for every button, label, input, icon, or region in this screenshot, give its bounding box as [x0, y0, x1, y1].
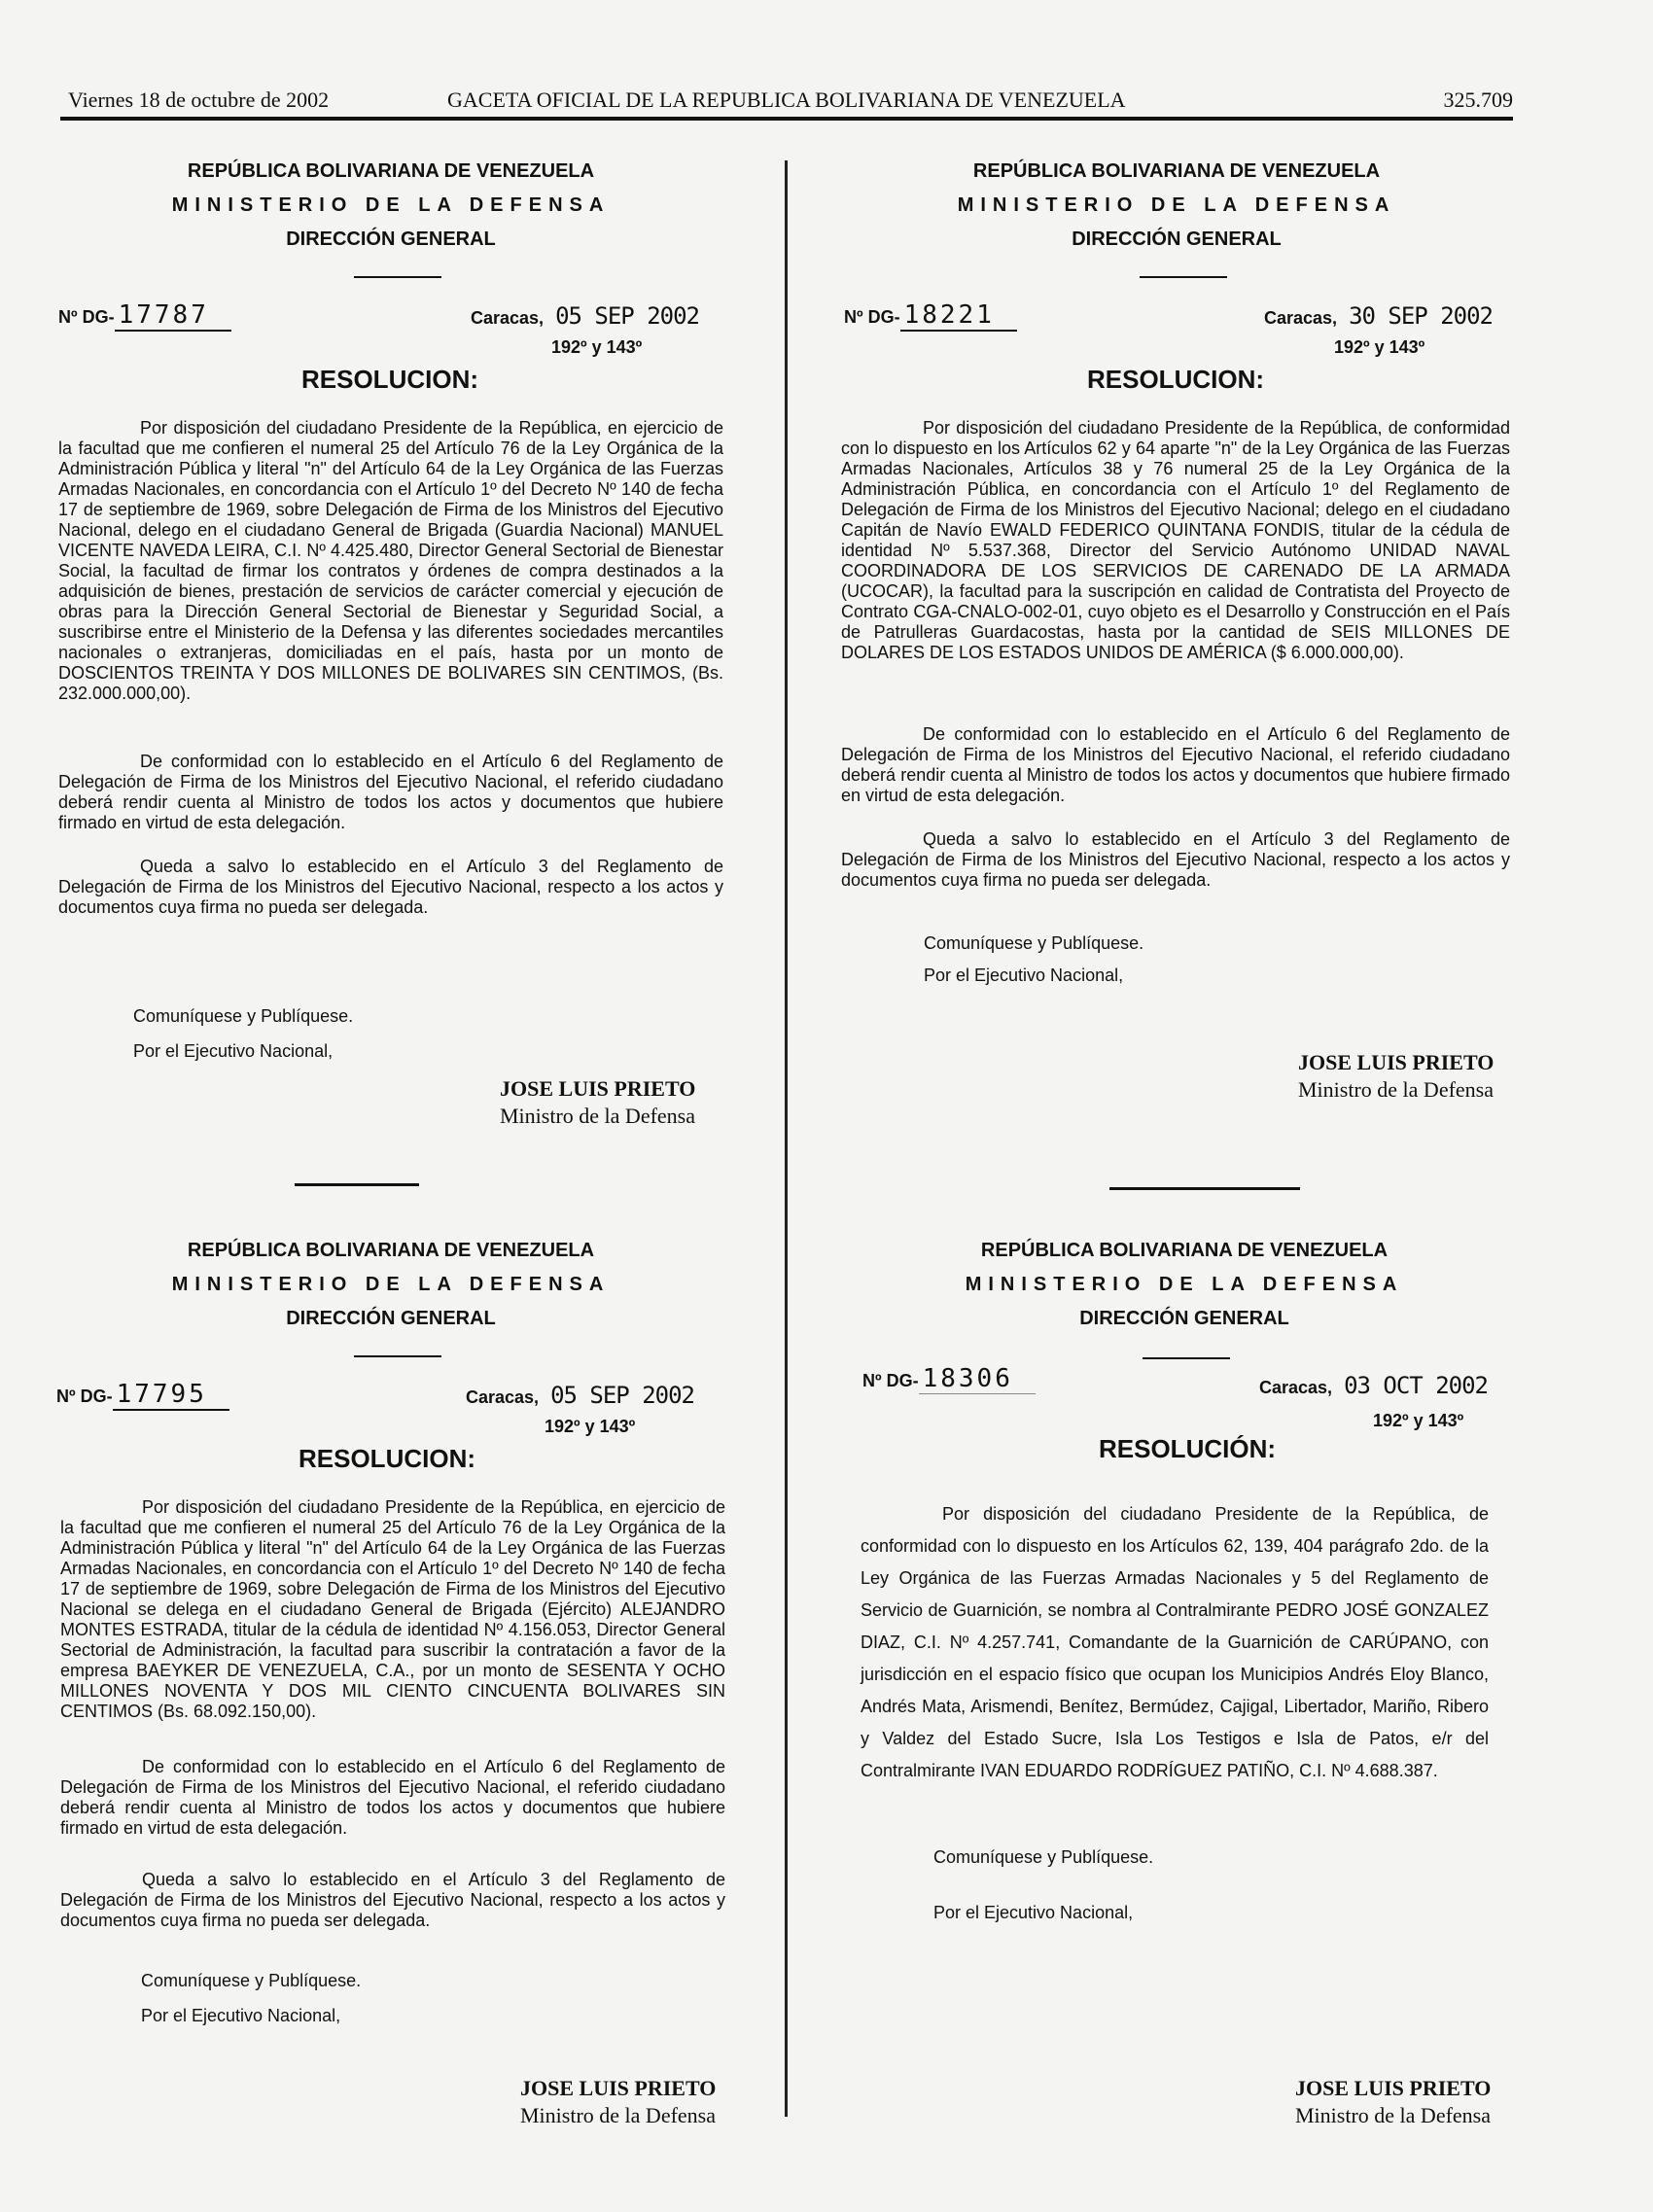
closing-line-2: Por el Ejecutivo Nacional,	[141, 2006, 341, 2025]
resolution-18221	[841, 160, 1512, 1133]
resolution-body-2: De conformidad con lo establecido en el Artículo 6 del Reglamento de Delegación de Firma de los Ministros del Ejecutivo Nacional, el referido ciudadano deberá rendir cuenta al Ministro de todos los actos y documentos que hubiere firmado en virtud de esta delegación.	[60, 1757, 725, 1838]
resolution-number	[56, 1380, 229, 1411]
republic-heading: REPÚBLICA BOLIVARIANA DE VENEZUELA	[972, 160, 1381, 182]
signer-title: Ministro de la Defensa	[1295, 2103, 1491, 2127]
signer-name: JOSE LUIS PRIETO	[520, 2076, 717, 2100]
signer-title: Ministro de la Defensa	[520, 2103, 716, 2127]
resolution-body-1: Por disposición del ciudadano Presidente de la República, en ejercicio de la facultad que me confieren el numeral 25 del Artículo 76 de la Ley Orgánica de la Administración Pública y literal "n" del Artículo 64 de la Ley Orgánica de las Fuerzas Armadas Nacionales, en concordancia con el Artículo 1º del Decreto Nº 140 de fecha 17 de septiembre de 1969, sobre Delegación de Firma de los Ministros del Ejecutivo Nacional se delega en el ciudadano General de Brigada (Ejército) ALEJANDRO MONTES ESTRADA, titular de la cédula de identidad Nº 4.156.053, Director General Sectorial de Administración, la facultad para suscribir la contratación a favor de la empresa BAEYKER DE VENEZUELA, C.A., por un monto de SESENTA Y OCHO MILLONES NOVENTA Y DOS MIL CIENTO CINCUENTA BOLIVARES SIN CENTIMOS (Bs. 68.092.150,00).	[60, 1497, 725, 1721]
ministry-heading: MINISTERIO DE LA DEFENSA	[171, 194, 611, 216]
gazette-header	[60, 88, 1513, 121]
place-label: Caracas,	[1264, 308, 1338, 328]
signer-title: Ministro de la Defensa	[500, 1104, 695, 1128]
number-label: Nº DG-	[56, 1387, 113, 1406]
number-label: Nº DG-	[862, 1371, 919, 1390]
resolution-title: RESOLUCIÓN:	[1099, 1434, 1276, 1463]
date-stamp: 05 SEP 2002	[555, 302, 700, 330]
place-date	[471, 302, 699, 330]
heading-rule	[354, 276, 441, 278]
closing-line-1: Comuníquese y Publíquese.	[924, 933, 1144, 953]
resolution-17787	[55, 160, 726, 1133]
section-separator-left	[295, 1183, 419, 1186]
header-date: Viernes 18 de octubre de 2002	[68, 88, 330, 112]
republic-heading: REPÚBLICA BOLIVARIANA DE VENEZUELA	[187, 1240, 595, 1261]
number-label: Nº DG-	[58, 307, 115, 327]
heading-rule	[1143, 1357, 1230, 1359]
place-label: Caracas,	[1259, 1378, 1333, 1397]
signer-name: JOSE LUIS PRIETO	[1298, 1050, 1495, 1074]
years: 192º y 143º	[551, 337, 643, 357]
ministry-heading: MINISTERIO DE LA DEFENSA	[965, 1274, 1404, 1295]
place-date	[1259, 1372, 1488, 1399]
resolution-body-1: Por disposición del ciudadano Presidente de la República, en ejercicio de la facultad que me confieren el numeral 25 del Artículo 76 de la Ley Orgánica de la Administración Pública y literal "n" del Artículo 64 de la Ley Orgánica de las Fuerzas Armadas Nacionales, en concordancia con el Artículo 1º del Decreto Nº 140 de fecha 17 de septiembre de 1969, sobre Delegación de Firma de los Ministros del Ejecutivo Nacional, delego en el ciudadano General de Brigada (Guardia Nacional) MANUEL VICENTE NAVEDA LEIRA, C.I. Nº 4.425.480, Director General Sectorial de Bienestar Social, la facultad de firmar los contratos y órdenes de compra destinados a la adquisición de bienes, prestación de servicios de carácter comercial y ejecución de obras para la Dirección General Sectorial de Bienestar y Seguridad Social, a suscribirse entre el Ministerio de la Defensa y las diferentes sociedades mercantiles nacionales o extranjeras, domiciliadas en el país, hasta por un monto de DOSCIENTOS TREINTA Y DOS MILLONES DE BOLIVARES SIN CENTIMOS, (Bs. 232.000.000,00).	[58, 418, 723, 703]
resolution-body-1: Por disposición del ciudadano Presidente de la República, de conformidad con lo dispuesto en los Artículos 62, 139, 404 parágrafo 2do. de la Ley Orgánica de las Fuerzas Armadas Nacionales y 5 del Reglamento de Servicio de Guarnición, se nombra al Contralmirante PEDRO JOSÉ GONZALEZ DIAZ, C.I. Nº 4.257.741, Comandante de la Guarnición de CARÚPANO, con jurisdicción en el espacio físico que ocupan los Municipios Andrés Eloy Blanco, Andrés Mata, Arismendi, Benítez, Bermúdez, Cajigal, Libertador, Mariño, Ribero y Valdez del Estado Sucre, Isla Los Testigos e Isla de Patos, e/r del Contralmirante IVAN EDUARDO RODRÍGUEZ PATIÑO, C.I. Nº 4.688.387.	[861, 1504, 1489, 1780]
resolution-18306	[841, 1240, 1512, 2212]
number-label: Nº DG-	[844, 307, 900, 327]
closing-line-2: Por el Ejecutivo Nacional,	[924, 966, 1124, 985]
place-date	[1264, 302, 1493, 330]
place-label: Caracas,	[471, 308, 545, 328]
closing-line-1: Comuníquese y Publíquese.	[933, 1847, 1154, 1867]
resolution-number	[844, 300, 1017, 332]
resolution-title: RESOLUCION:	[1087, 365, 1264, 394]
resolution-number	[862, 1364, 1036, 1394]
resolution-17795	[55, 1240, 726, 2212]
signer-name: JOSE LUIS PRIETO	[500, 1076, 696, 1101]
heading-rule	[354, 1355, 441, 1357]
date-stamp: 05 SEP 2002	[550, 1382, 695, 1409]
closing-line-2: Por el Ejecutivo Nacional,	[133, 1041, 334, 1061]
heading-rule	[1140, 276, 1227, 278]
resolution-body-2: De conformidad con lo establecido en el Artículo 6 del Reglamento de Delegación de Firma de los Ministros del Ejecutivo Nacional, el referido ciudadano deberá rendir cuenta al Ministro de todos los actos y documentos que hubiere firmado en virtud de esta delegación.	[841, 724, 1510, 805]
resolution-title: RESOLUCION:	[301, 365, 478, 394]
column-divider	[785, 160, 788, 2117]
resolution-number	[58, 300, 231, 332]
resolution-body-1: Por disposición del ciudadano Presidente de la República, de conformidad con lo dispuesto en los Artículos 62 y 64 aparte "n" de la Ley Orgánica de las Fuerzas Armadas Nacionales, Artículos 38 y 76 numeral 25 de la Ley Orgánica de la Administración Pública, en concordancia con el Artículo 1º del Reglamento de Delegación de Firma de los Ministros del Ejecutivo Nacional; delego en el ciudadano Capitán de Navío EWALD FEDERICO QUINTANA FONDIS, titular de la cédula de identidad Nº 5.537.368, Director del Servicio Autónomo UNIDAD NAVAL COORDINADORA DE LOS SERVICIOS DE CARENADO DE LA ARMADA (UCOCAR), la facultad para la suscripción en calidad de Contratista del Proyecto de Contrato CGA-CNALO-002-01, cuyo objeto es el Desarrollo y Construcción en el País de Patrulleras Guardacostas, hasta por la cantidad de SEIS MILLONES DE DOLARES DE LOS ESTADOS UNIDOS DE AMÉRICA ($ 6.000.000,00).	[841, 418, 1510, 662]
number-value: 18306	[919, 1364, 1036, 1394]
date-stamp: 03 OCT 2002	[1344, 1372, 1489, 1399]
place-label: Caracas,	[466, 1387, 540, 1407]
closing-line-1: Comuníquese y Publíquese.	[141, 1971, 362, 1990]
signer-title: Ministro de la Defensa	[1298, 1077, 1494, 1102]
years: 192º y 143º	[1373, 1411, 1464, 1430]
ministry-heading: MINISTERIO DE LA DEFENSA	[957, 194, 1396, 216]
header-page-number: 325.709	[1443, 88, 1513, 112]
header-title: GACETA OFICIAL DE LA REPUBLICA BOLIVARIANA DE VENEZUELA	[447, 88, 1126, 112]
ministry-heading: MINISTERIO DE LA DEFENSA	[171, 1274, 611, 1295]
section-separator-right	[1109, 1187, 1300, 1190]
republic-heading: REPÚBLICA BOLIVARIANA DE VENEZUELA	[980, 1240, 1389, 1261]
header-rule	[60, 117, 1513, 121]
closing-line-1: Comuníquese y Publíquese.	[133, 1006, 354, 1026]
direction-heading: DIRECCIÓN GENERAL	[286, 1308, 496, 1329]
number-value: 18221	[900, 300, 1017, 332]
number-value: 17795	[113, 1380, 229, 1411]
place-date	[466, 1382, 694, 1409]
resolution-body-3: Queda a salvo lo establecido en el Artículo 3 del Reglamento de Delegación de Firma de los Ministros del Ejecutivo Nacional, respecto a los actos y documentos cuya firma no pueda ser delegada.	[841, 829, 1510, 890]
direction-heading: DIRECCIÓN GENERAL	[1072, 228, 1282, 250]
resolution-body-2: De conformidad con lo establecido en el Artículo 6 del Reglamento de Delegación de Firma de los Ministros del Ejecutivo Nacional, el referido ciudadano deberá rendir cuenta al Ministro de todos los actos y documentos que hubiere firmado en virtud de esta delegación.	[58, 752, 723, 832]
resolution-body-3: Queda a salvo lo establecido en el Artículo 3 del Reglamento de Delegación de Firma de los Ministros del Ejecutivo Nacional, respecto a los actos y documentos cuya firma no pueda ser delegada.	[60, 1870, 725, 1930]
direction-heading: DIRECCIÓN GENERAL	[1079, 1308, 1289, 1329]
years: 192º y 143º	[545, 1417, 636, 1436]
number-value: 17787	[115, 300, 231, 332]
resolution-body-3: Queda a salvo lo establecido en el Artículo 3 del Reglamento de Delegación de Firma de los Ministros del Ejecutivo Nacional, respecto a los actos y documentos cuya firma no pueda ser delegada.	[58, 857, 723, 917]
date-stamp: 30 SEP 2002	[1349, 302, 1494, 330]
resolution-title: RESOLUCION:	[299, 1444, 475, 1473]
years: 192º y 143º	[1334, 337, 1425, 357]
republic-heading: REPÚBLICA BOLIVARIANA DE VENEZUELA	[187, 160, 595, 182]
closing-line-2: Por el Ejecutivo Nacional,	[933, 1903, 1134, 1922]
direction-heading: DIRECCIÓN GENERAL	[286, 228, 496, 250]
signer-name: JOSE LUIS PRIETO	[1295, 2076, 1492, 2100]
